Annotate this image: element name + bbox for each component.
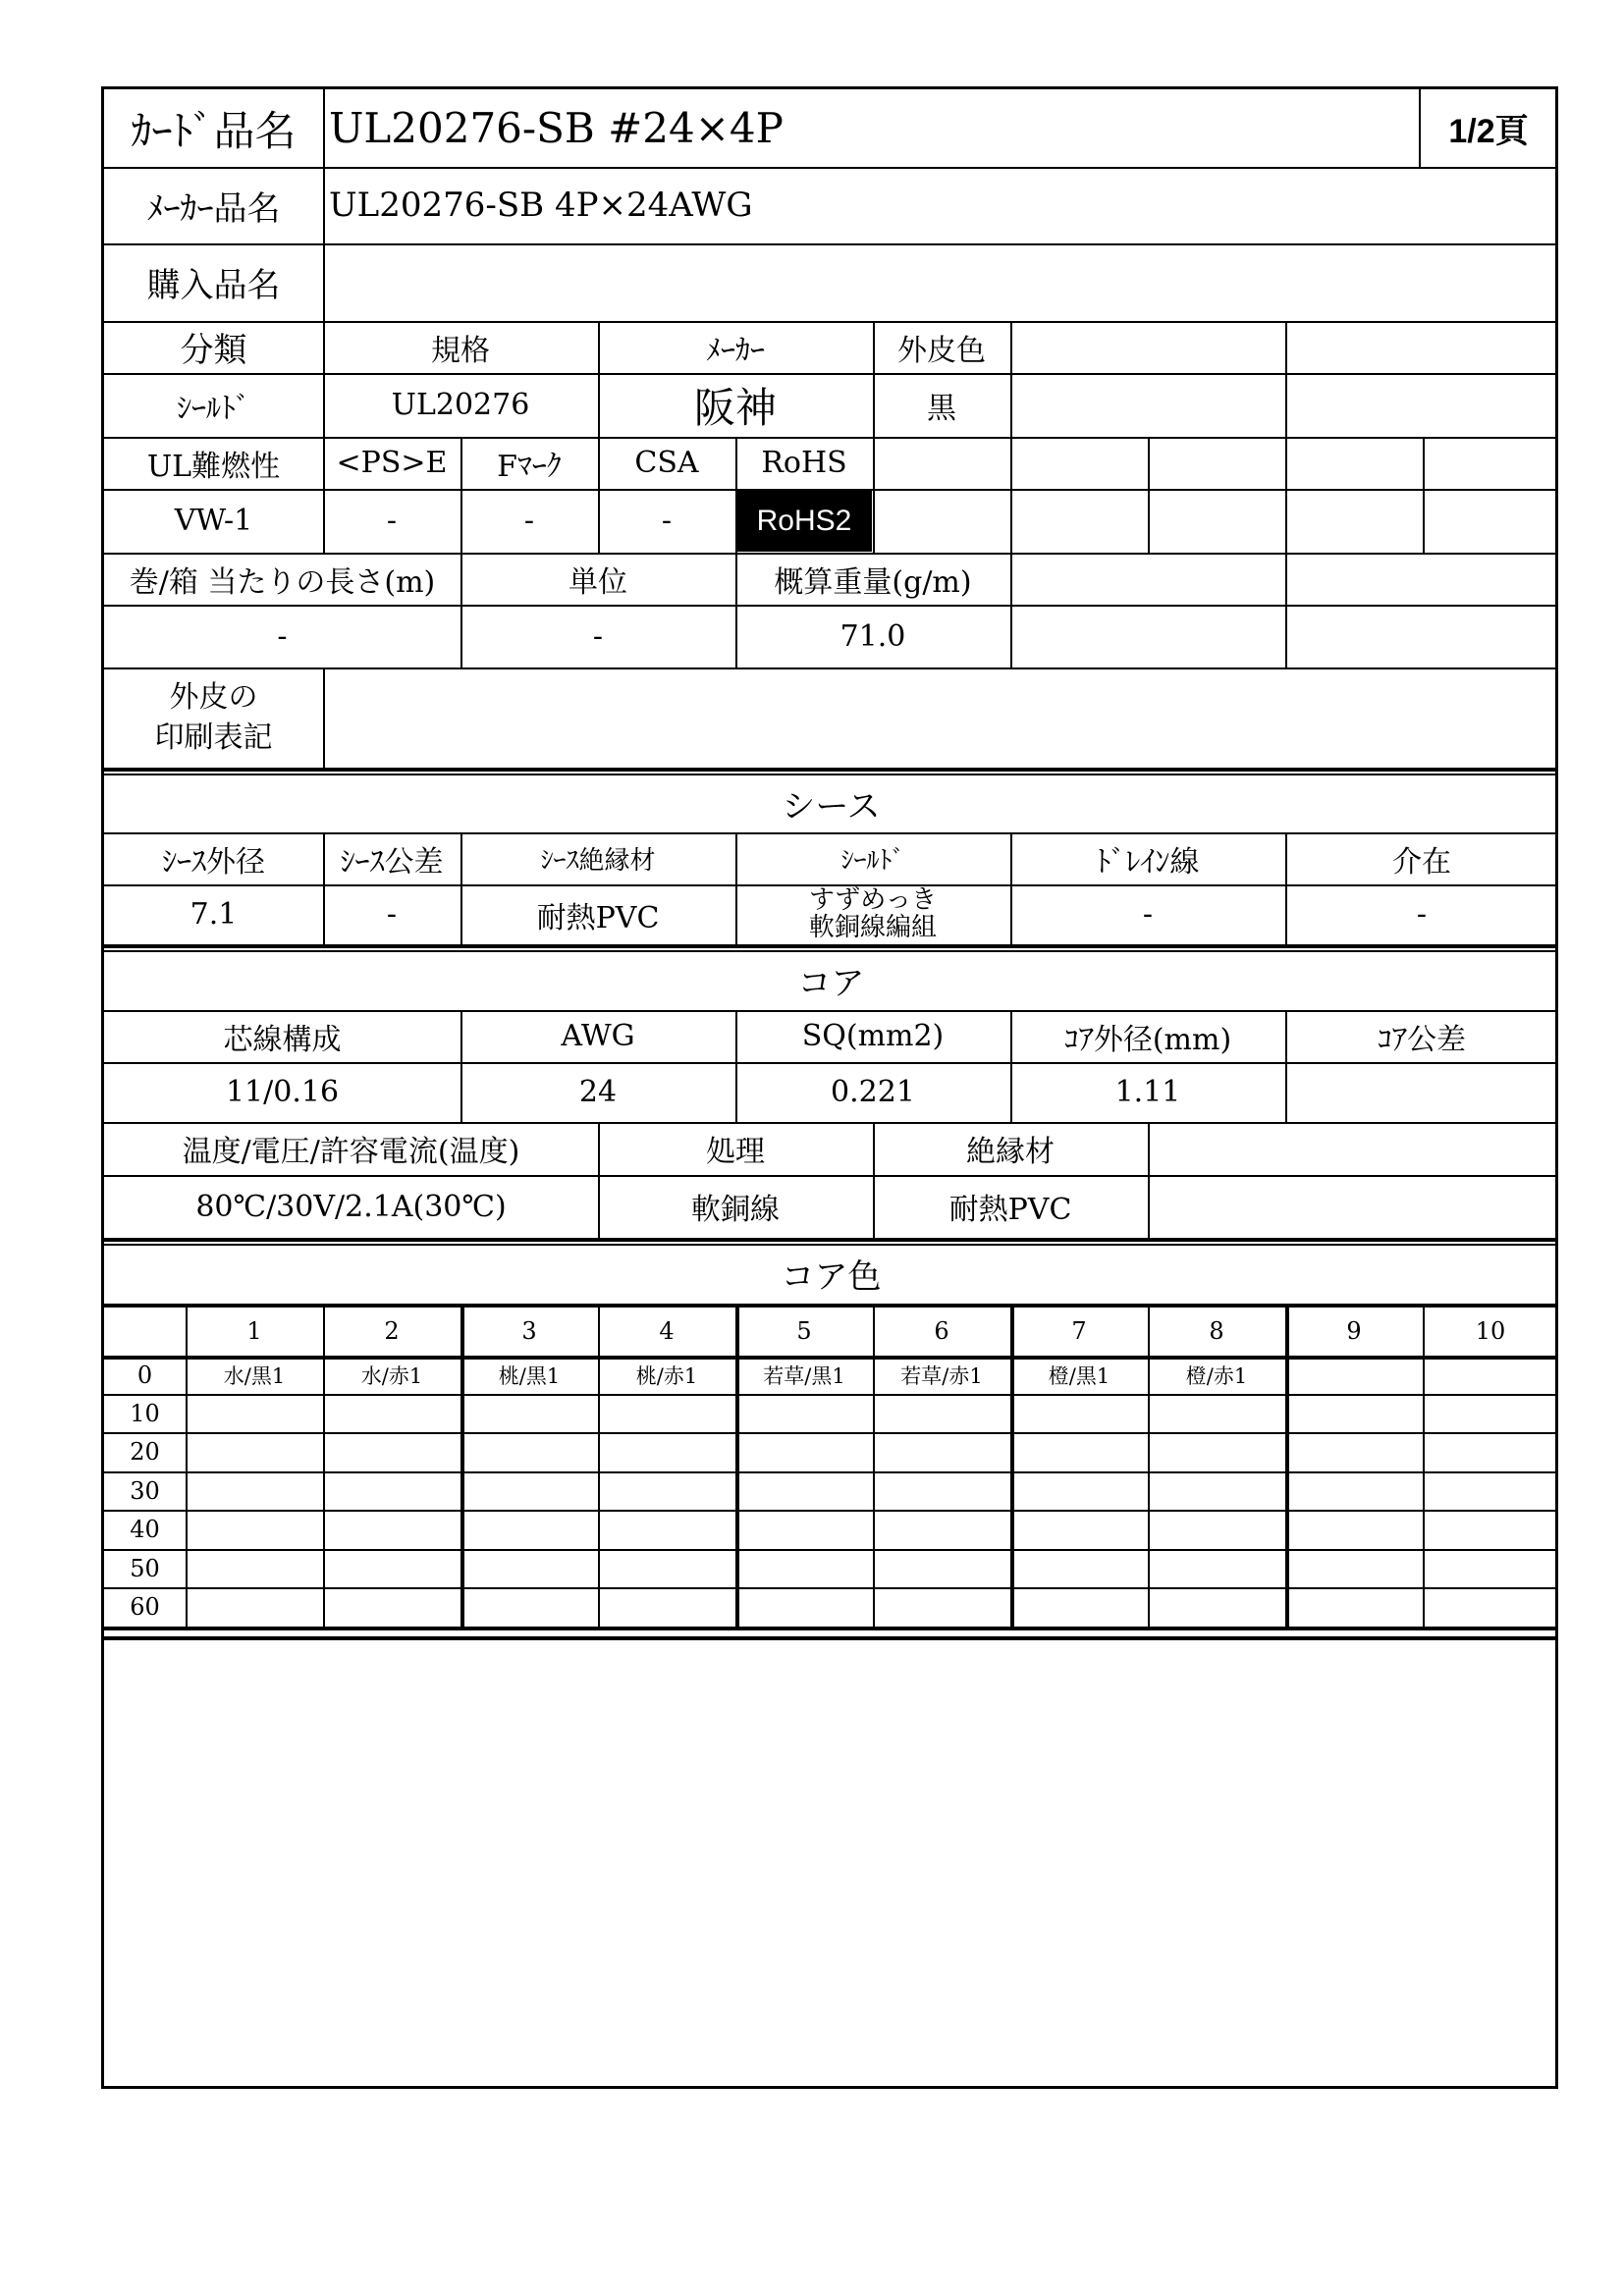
rule-horizontal [104, 1244, 1558, 1246]
sq-label: SQ(mm2) [801, 1019, 945, 1053]
color-cell [1423, 1356, 1558, 1394]
unit-label: 単位 [568, 564, 627, 600]
rule-vertical [1148, 437, 1150, 553]
sheath-od-label: ｼｰｽ外径 [162, 844, 265, 880]
rule-vertical [1010, 321, 1012, 437]
color-cell [735, 1394, 873, 1432]
sheath-tolerance-label: ｼｰｽ公差 [340, 844, 444, 880]
insulation-value: 耐熱PVC [948, 1193, 1072, 1227]
rule-vertical [1285, 1304, 1289, 1627]
color-column-header: 1 [246, 1317, 262, 1345]
classification-label: 分類 [180, 331, 247, 370]
weight-value: 71.0 [839, 618, 906, 654]
rule-vertical [735, 1010, 737, 1122]
rule-vertical [323, 89, 325, 321]
color-cell [1285, 1356, 1423, 1394]
color-cell [323, 1432, 460, 1471]
print-mark-value [323, 667, 1558, 768]
color-cell [460, 1432, 598, 1471]
pse-label: <PS>E [336, 446, 448, 480]
rule-vertical [1285, 1010, 1287, 1122]
rule-vertical [323, 321, 325, 437]
color-cell: 橙/赤1 [1185, 1363, 1248, 1388]
rule-vertical [323, 667, 325, 768]
color-cell [186, 1587, 323, 1627]
color-cell [460, 1394, 598, 1432]
rule-horizontal [104, 950, 1558, 952]
page-number: 1/2頁 [1448, 113, 1529, 150]
color-cell [873, 1394, 1010, 1432]
color-cell [598, 1587, 735, 1627]
color-cell [186, 1510, 323, 1549]
rule-vertical [1010, 553, 1012, 667]
purchase-name-value [323, 243, 1558, 321]
color-cell [873, 1587, 1010, 1627]
color-cell [460, 1549, 598, 1587]
color-cell [323, 1471, 460, 1510]
core-tolerance-label: ｺｱ公差 [1378, 1022, 1466, 1057]
rule-horizontal [104, 1010, 1558, 1012]
spec-sheet [101, 86, 1558, 2089]
rule-vertical [323, 437, 325, 553]
color-cell [323, 1549, 460, 1587]
rule-vertical [873, 1304, 875, 1627]
rule-horizontal [104, 1627, 1558, 1630]
color-cell [735, 1549, 873, 1587]
core-section-title: コア [797, 964, 865, 1003]
color-cell [1285, 1471, 1423, 1510]
rule-vertical [873, 1122, 875, 1238]
rule-horizontal [104, 944, 1558, 948]
color-cell [1010, 1394, 1148, 1432]
color-cell [1010, 1471, 1148, 1510]
rule-vertical [735, 437, 737, 553]
rule-horizontal [104, 1062, 1558, 1064]
filler-value: - [1416, 897, 1428, 932]
color-row-label: 0 [136, 1361, 153, 1389]
drain-wire-label: ﾄﾞﾚｲﾝ線 [1096, 844, 1200, 880]
rule-vertical [460, 1304, 464, 1627]
rule-horizontal [104, 768, 1558, 772]
sheath-insulation-label: ｼｰｽ絶縁材 [540, 846, 656, 876]
color-column-header: 10 [1475, 1317, 1506, 1345]
color-cell [598, 1510, 735, 1549]
f-mark-value: - [523, 504, 535, 538]
color-cell [1285, 1394, 1423, 1432]
color-cell [1010, 1510, 1148, 1549]
standard-label: 規格 [431, 333, 490, 368]
card-name-label: ｶｰﾄﾞ品名 [131, 106, 297, 155]
rating-label: 温度/電圧/許容電流(温度) [182, 1135, 520, 1169]
color-cell [323, 1394, 460, 1432]
color-cell [1285, 1549, 1423, 1587]
color-cell [460, 1471, 598, 1510]
color-cell: 桃/赤1 [635, 1363, 698, 1388]
color-column-header: 6 [934, 1317, 949, 1345]
color-cell [323, 1587, 460, 1627]
jacket-color-label: 外皮色 [897, 333, 986, 368]
rohs-value: RoHS2 [736, 491, 872, 552]
sheath-tolerance-value: - [386, 897, 398, 932]
notes-area [104, 1642, 1558, 2086]
rule-vertical [323, 832, 325, 944]
color-cell: 若草/黒1 [763, 1363, 845, 1388]
rule-vertical [735, 553, 737, 667]
rule-vertical [1285, 321, 1287, 437]
rule-vertical [735, 832, 737, 944]
rule-vertical [186, 1304, 188, 1627]
rule-vertical [735, 1304, 739, 1627]
color-cell [1285, 1587, 1423, 1627]
card-name-value: UL20276-SB #24×4P [329, 104, 784, 152]
rule-vertical [1148, 1304, 1150, 1627]
color-cell [1423, 1587, 1558, 1627]
rohs-label: RoHS [761, 446, 847, 480]
core-od-label: ｺｱ外径(mm) [1063, 1022, 1232, 1057]
drain-wire-value: - [1142, 897, 1154, 932]
rule-vertical [1010, 437, 1012, 553]
sheath-od-value: 7.1 [189, 897, 238, 932]
rating-value: 80℃/30V/2.1A(30℃) [195, 1189, 507, 1224]
rule-vertical [1010, 832, 1012, 944]
core-od-value: 1.11 [1114, 1075, 1181, 1109]
color-cell [1010, 1432, 1148, 1471]
color-column-header: 5 [796, 1317, 812, 1345]
color-cell [735, 1471, 873, 1510]
color-cell [598, 1432, 735, 1471]
awg-value: 24 [578, 1075, 618, 1109]
insulation-label: 絶縁材 [966, 1135, 1055, 1169]
f-mark-label: Fﾏｰｸ [497, 449, 562, 484]
print-mark-label-line2: 印刷表記 [154, 721, 273, 755]
color-cell [873, 1471, 1010, 1510]
core-colors-section-title: コア色 [781, 1257, 882, 1297]
color-cell: 桃/黒1 [498, 1363, 561, 1388]
maker-label: ﾒｰｶｰ [706, 333, 765, 368]
color-column-header: 2 [384, 1317, 400, 1345]
maker-name-value: UL20276-SB 4P×24AWG [329, 186, 753, 225]
rule-horizontal [104, 774, 1558, 775]
color-column-header: 8 [1209, 1317, 1224, 1345]
conductor-construction-value: 11/0.16 [225, 1075, 340, 1109]
color-cell: 水/赤1 [360, 1363, 423, 1388]
color-cell [323, 1510, 460, 1549]
length-per-reel-value: - [277, 618, 288, 654]
color-cell [1148, 1549, 1285, 1587]
rule-vertical [1285, 553, 1287, 667]
maker-value: 阪神 [693, 383, 777, 432]
sheath-section-title: シース [782, 786, 881, 827]
standard-value: UL20276 [391, 388, 530, 422]
color-cell [1148, 1471, 1285, 1510]
color-cell [1148, 1510, 1285, 1549]
color-column-header: 3 [521, 1317, 537, 1345]
ul-flame-label: UL難燃性 [146, 449, 281, 484]
unit-value: - [592, 618, 604, 654]
sq-value: 0.221 [831, 1075, 915, 1109]
color-cell [598, 1471, 735, 1510]
rule-vertical [873, 321, 875, 437]
color-cell [873, 1432, 1010, 1471]
rule-vertical [598, 1304, 600, 1627]
color-cell [735, 1432, 873, 1471]
color-cell [186, 1471, 323, 1510]
sheath-insulation-value: 耐熱PVC [536, 900, 660, 935]
color-row-label: 60 [130, 1593, 160, 1621]
color-cell [735, 1587, 873, 1627]
color-cell: 橙/黒1 [1048, 1363, 1110, 1388]
color-cell [1148, 1394, 1285, 1432]
rule-vertical [1419, 89, 1421, 167]
conductor-construction-label: 芯線構成 [223, 1022, 342, 1057]
rule-horizontal [104, 605, 1558, 607]
print-mark-label-line1: 外皮の [169, 679, 258, 715]
purchase-name-label: 購入品名 [146, 266, 281, 305]
rule-vertical [1285, 832, 1287, 944]
rule-horizontal [104, 1122, 1558, 1124]
color-cell [460, 1510, 598, 1549]
rule-vertical [460, 437, 462, 553]
rule-vertical [598, 321, 600, 437]
shield-value-line1: すずめっき [808, 885, 937, 916]
rule-vertical [323, 1304, 325, 1627]
filler-label: 介在 [1392, 844, 1451, 880]
color-column-header: 9 [1346, 1317, 1362, 1345]
rule-vertical [1010, 1010, 1012, 1122]
rule-vertical [1148, 1122, 1150, 1238]
rule-vertical [1010, 1304, 1014, 1627]
core-tolerance-value [1285, 1062, 1558, 1122]
jacket-color-value: 黒 [927, 391, 956, 426]
color-cell [1285, 1510, 1423, 1549]
rule-horizontal [104, 1238, 1558, 1242]
rule-vertical [873, 437, 875, 553]
color-cell [873, 1510, 1010, 1549]
color-cell [598, 1549, 735, 1587]
rule-vertical [1423, 437, 1425, 553]
print-mark-label [104, 667, 323, 768]
color-column-header: 7 [1071, 1317, 1087, 1345]
color-cell [1423, 1510, 1558, 1549]
color-cell [1423, 1432, 1558, 1471]
color-cell [1285, 1432, 1423, 1471]
rule-vertical [598, 1122, 600, 1238]
csa-value: - [661, 504, 673, 538]
color-cell [1423, 1549, 1558, 1587]
color-cell [873, 1549, 1010, 1587]
treatment-value: 軟銅線 [691, 1193, 780, 1227]
color-cell [1423, 1471, 1558, 1510]
treatment-label: 処理 [706, 1135, 765, 1169]
color-cell [598, 1394, 735, 1432]
color-cell: 若草/赤1 [900, 1363, 983, 1388]
color-cell [460, 1587, 598, 1627]
pse-value: - [386, 504, 398, 538]
color-cell [735, 1510, 873, 1549]
shield-value-line2: 軟銅線編組 [808, 912, 937, 942]
color-cell [186, 1549, 323, 1587]
csa-label: CSA [634, 446, 699, 480]
rule-vertical [1423, 1304, 1425, 1627]
color-cell [1423, 1394, 1558, 1432]
shield-value [735, 884, 1010, 944]
color-row-label: 30 [130, 1476, 160, 1505]
weight-label: 概算重量(g/m) [774, 564, 972, 600]
color-column-header: 4 [659, 1317, 675, 1345]
color-cell [1148, 1432, 1285, 1471]
ul-flame-value: VW-1 [174, 504, 253, 538]
rule-vertical [460, 832, 462, 944]
rule-horizontal [104, 553, 1558, 555]
color-row-label: 40 [130, 1516, 160, 1543]
color-cell [186, 1394, 323, 1432]
rule-vertical [460, 553, 462, 667]
maker-name-label: ﾒｰｶｰ品名 [146, 188, 281, 229]
color-cell [186, 1432, 323, 1471]
awg-label: AWG [561, 1019, 635, 1053]
color-row-label: 20 [130, 1438, 160, 1466]
color-row-label: 50 [130, 1554, 160, 1582]
color-cell [1010, 1587, 1148, 1627]
rule-vertical [1285, 437, 1287, 553]
shield-label: ｼｰﾙﾄﾞ [840, 846, 905, 876]
rule-horizontal [104, 1175, 1558, 1177]
rule-horizontal [104, 1636, 1558, 1640]
length-per-reel-label: 巻/箱 当たりの長さ(m) [129, 564, 436, 600]
color-cell [1148, 1587, 1285, 1627]
color-row-label: 10 [130, 1399, 160, 1427]
classification-value: ｼｰﾙﾄﾞ [177, 391, 250, 426]
rule-vertical [598, 437, 600, 553]
color-cell: 水/黒1 [223, 1363, 286, 1388]
color-cell [1010, 1549, 1148, 1587]
rule-vertical [460, 1010, 462, 1122]
